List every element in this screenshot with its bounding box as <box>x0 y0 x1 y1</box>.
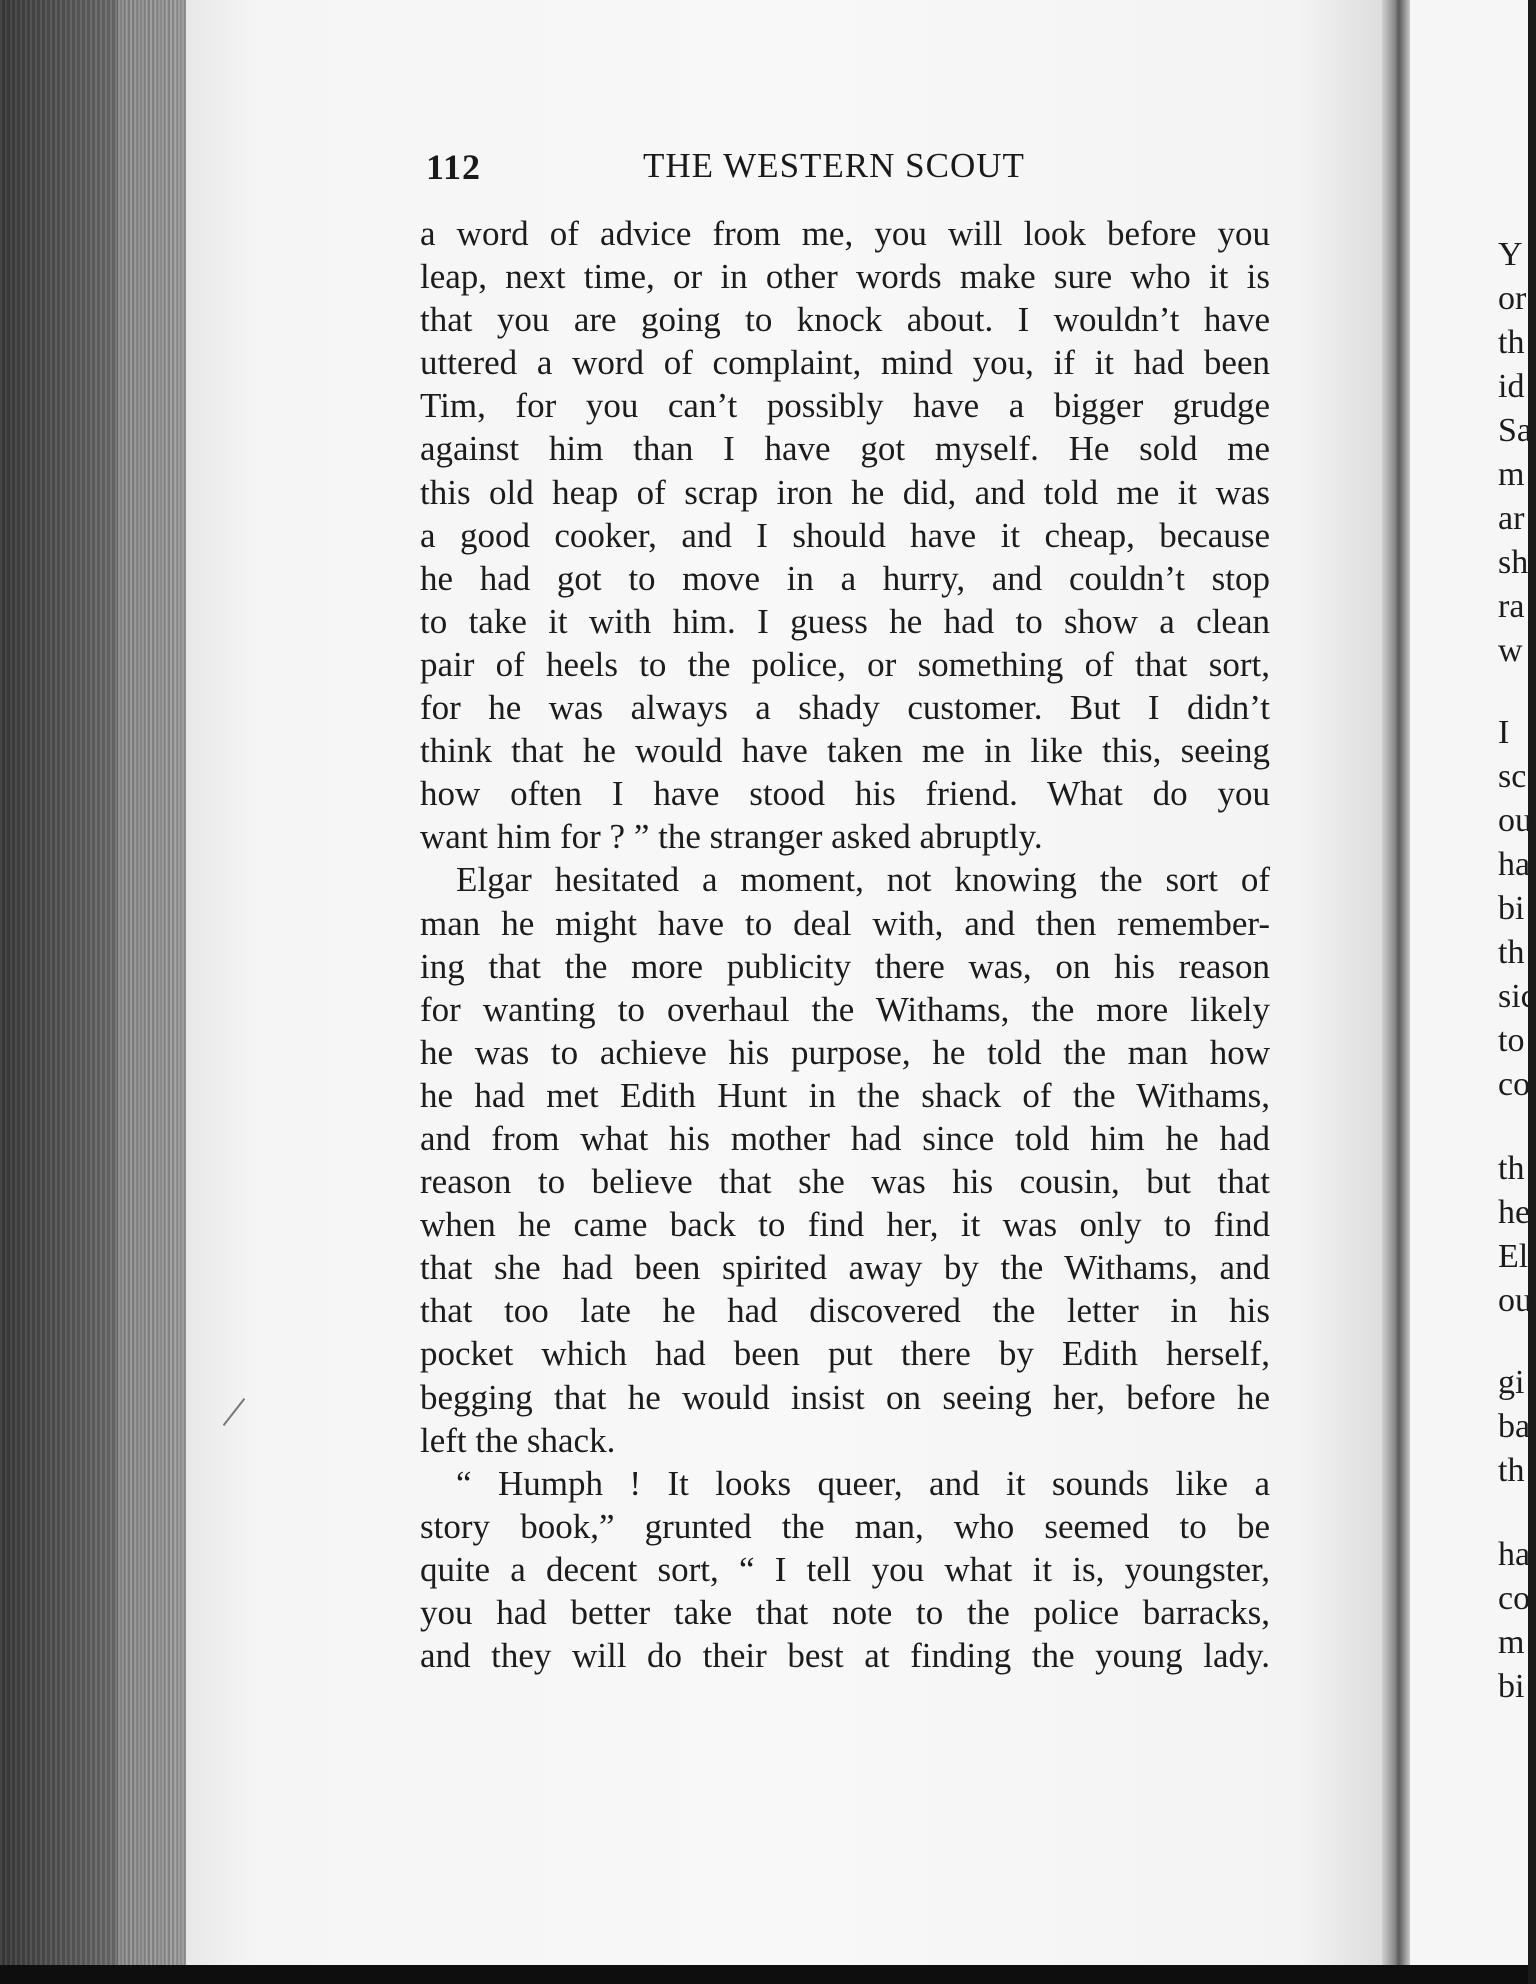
text-line: he had got to move in a hurry, and couldn’t stop <box>420 558 1270 598</box>
page-body-text <box>420 212 1270 1677</box>
fragment: to <box>1498 1022 1525 1059</box>
text-line: and from what his mother had since told him he had <box>420 1118 1270 1158</box>
text-line: against him than I have got myself. He sold me <box>420 429 1270 469</box>
text-line: that she had been spirited away by the Withams, and <box>420 1248 1270 1288</box>
running-head: THE WESTERN SCOUT <box>643 146 1025 185</box>
text-line: a good cooker, and I should have it cheap, because <box>420 515 1270 555</box>
text-line: when he came back to find her, it was only to find <box>420 1205 1270 1245</box>
fragment: id <box>1498 368 1525 405</box>
text-line: he was to achieve his purpose, he told the man how <box>420 1032 1270 1072</box>
fragment: he <box>1498 1194 1531 1231</box>
text-line: and they will do their best at finding the young lady. <box>420 1636 1270 1676</box>
text-line: Elgar hesitated a moment, not knowing the sort of <box>456 860 1270 900</box>
fragment: gi <box>1498 1364 1525 1401</box>
fragment: w <box>1498 632 1523 669</box>
fragment: co <box>1498 1580 1531 1617</box>
text-line: this old heap of scrap iron he did, and told me it was <box>420 472 1270 512</box>
fragment: ba <box>1498 1408 1531 1445</box>
text-line: ing that the more publicity there was, on his reason <box>420 946 1270 986</box>
fragment: bi <box>1498 1668 1525 1705</box>
fragment: m <box>1498 1624 1525 1661</box>
fragment: ar <box>1498 500 1525 537</box>
text-line: he had met Edith Hunt in the shack of the Withams, <box>420 1075 1270 1115</box>
fragment: sc <box>1498 758 1527 795</box>
text-line: pocket which had been put there by Edith herself, <box>420 1334 1270 1374</box>
text-line: reason to believe that she was his cousin, but that <box>420 1162 1270 1202</box>
text-line: man he might have to deal with, and then remember- <box>420 903 1270 943</box>
fragment: th <box>1498 934 1525 971</box>
text-line: that you are going to knock about. I wouldn’t have <box>420 300 1270 340</box>
text-line: leap, next time, or in other words make sure who it is <box>420 257 1270 297</box>
page-number: 112 <box>426 147 482 187</box>
fragment: or <box>1498 280 1527 317</box>
fragment: ou <box>1498 802 1532 839</box>
text-line: you had better take that note to the police barracks, <box>420 1593 1270 1632</box>
text-line: “ Humph ! It looks queer, and it sounds like a <box>456 1463 1270 1503</box>
fragment: co <box>1498 1066 1531 1103</box>
text-line: how often I have stood his friend. What do you <box>420 774 1270 814</box>
fragment: Y <box>1498 236 1523 273</box>
fragment: ra <box>1498 588 1525 625</box>
page-header <box>418 146 1270 192</box>
text-line: quite a decent sort, “ I tell you what it is, youngster, <box>420 1549 1270 1589</box>
text-line: Tim, for you can’t possibly have a bigger grudge <box>420 386 1270 426</box>
text-line: begging that he would insist on seeing her, before he <box>420 1377 1270 1417</box>
fragment: ha <box>1498 1536 1531 1573</box>
text-line: for he was always a shady customer. But I didn’t <box>420 688 1270 728</box>
scan-bottom-border <box>0 1965 1528 1984</box>
fragment: th <box>1498 1452 1525 1489</box>
book-gutter <box>1382 0 1410 1965</box>
book-page-edges-inner <box>118 0 188 1984</box>
text-line: to take it with him. I guess he had to show a clean <box>420 601 1270 641</box>
text-line: for wanting to overhaul the Withams, the more likely <box>420 989 1270 1029</box>
fragment: m <box>1498 456 1525 493</box>
right-page-text-fragments <box>1498 0 1536 1965</box>
text-line: that too late he had discovered the letter in his <box>420 1291 1270 1331</box>
text-line: a word of advice from me, you will look before you <box>420 214 1270 253</box>
text-line: uttered a word of complaint, mind you, if it had been <box>420 343 1270 383</box>
text-line: pair of heels to the police, or something of that sort, <box>420 644 1270 684</box>
fragment: Sa <box>1498 412 1532 449</box>
fragment: th <box>1498 1150 1525 1187</box>
fragment: ha <box>1498 846 1531 883</box>
text-line: left the shack. <box>420 1420 616 1460</box>
text-line: story book,” grunted the man, who seemed to be <box>420 1506 1270 1546</box>
text-line: think that he would have taken me in like this, seeing <box>420 731 1270 771</box>
fragment: I <box>1498 714 1510 751</box>
fragment: th <box>1498 324 1525 361</box>
fragment: ou <box>1498 1282 1532 1319</box>
fragment: sh <box>1498 544 1529 581</box>
fragment: bi <box>1498 890 1525 927</box>
fragment: sic <box>1498 978 1536 1015</box>
text-line: want him for ? ” the stranger asked abruptly. <box>420 817 1043 857</box>
fragment: El <box>1498 1238 1529 1275</box>
